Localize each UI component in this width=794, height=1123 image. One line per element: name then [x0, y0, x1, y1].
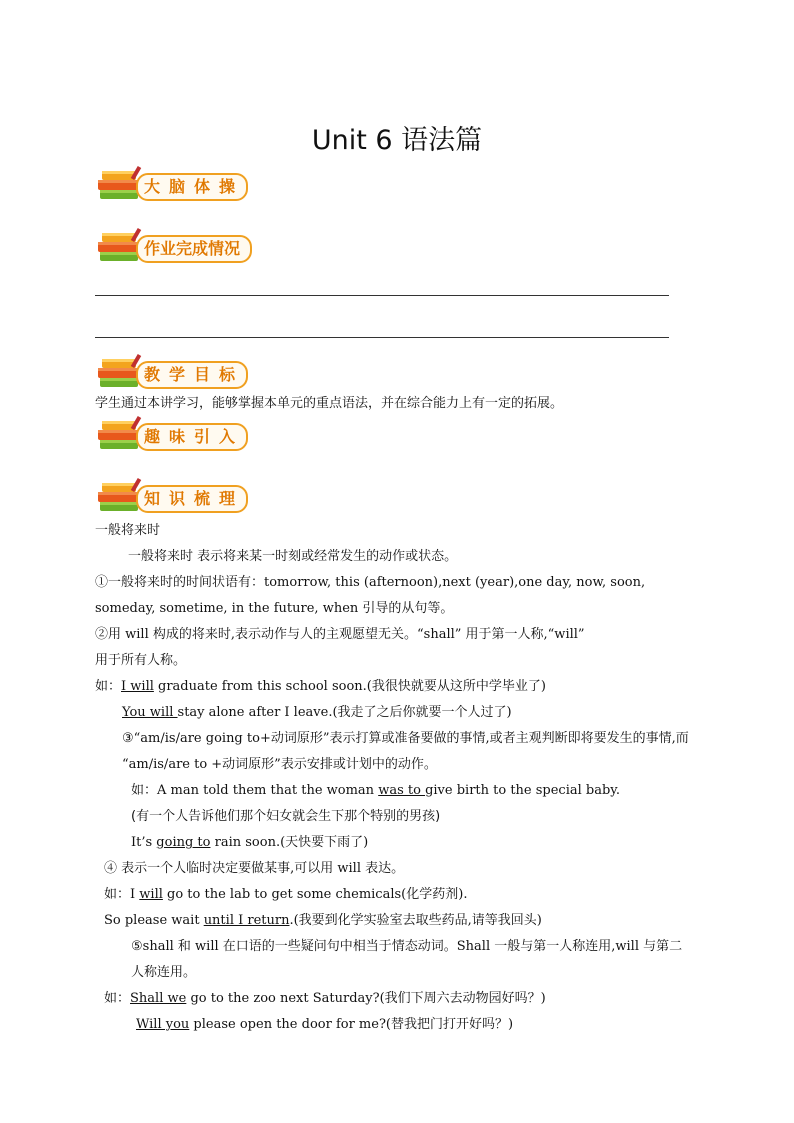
example-line: 如：I will graduate from this school soon.(我很快就要从这所中学毕业了): [95, 679, 546, 694]
text-line: 用于所有人称。: [95, 653, 187, 668]
banner-brain-label: 大脑体操: [136, 173, 248, 201]
example-line: 如：Shall we go to the zoo next Saturday?(我们下周六去动物园好吗？): [104, 991, 546, 1006]
example-line: You will stay alone after I leave.(我走了之后你就要一个人过了): [122, 705, 512, 720]
text-line: ④ 表示一个人临时决定要做某事,可以用 will 表达。: [104, 861, 405, 876]
answer-line: [95, 295, 669, 296]
text-line: someday, sometime, in the future, when 引导的从句等。: [95, 601, 454, 616]
banner-homework-label: 作业完成情况: [136, 235, 252, 263]
banner-objectives-label: 教学目标: [136, 361, 248, 389]
translation-line: (有一个人告诉他们那个妇女就会生下那个特别的男孩): [131, 809, 441, 824]
page-title: Unit 6 语法篇: [311, 125, 483, 156]
banner-intro-label: 趣味引入: [136, 423, 248, 451]
text-line: ③“am/is/are going to+动词原形”表示打算或准备要做的事情,或者主观判断即将要发生的事情,而: [122, 731, 689, 746]
objective-text: 学生通过本讲学习，能够掌握本单元的重点语法，并在综合能力上有一定的拓展。: [95, 396, 564, 411]
example-line: It’s going to rain soon.(天快要下雨了): [131, 835, 369, 850]
example-line: Will you please open the door for me?(替我把门打开好吗？): [136, 1017, 514, 1032]
definition: 一般将来时 表示将来某一时刻或经常发生的动作或状态。: [128, 549, 458, 564]
section-heading: 一般将来时: [95, 523, 161, 538]
example-line: So please wait until I return.(我要到化学实验室去取些药品,请等我回头): [104, 913, 542, 928]
text-line: 人称连用。: [131, 965, 197, 980]
text-line: ②用 will 构成的将来时,表示动作与人的主观愿望无关。“shall” 用于第一人称,“will”: [95, 627, 585, 642]
example-line: 如：A man told them that the woman was to give birth to the special baby.: [131, 783, 621, 798]
text-line: ⑤shall 和 will 在口语的一些疑问句中相当于情态动词。Shall 一般与第一人称连用,will 与第二: [131, 939, 683, 954]
text-line: “am/is/are to +动词原形”表示安排或计划中的动作。: [122, 757, 437, 772]
answer-line: [95, 337, 669, 338]
banner-knowledge-label: 知识梳理: [136, 485, 248, 513]
example-line: 如：I will go to the lab to get some chemicals(化学药剂).: [104, 887, 468, 902]
text-line: ①一般将来时的时间状语有：tomorrow, this (afternoon),next (year),one day, now, soon,: [95, 575, 646, 590]
